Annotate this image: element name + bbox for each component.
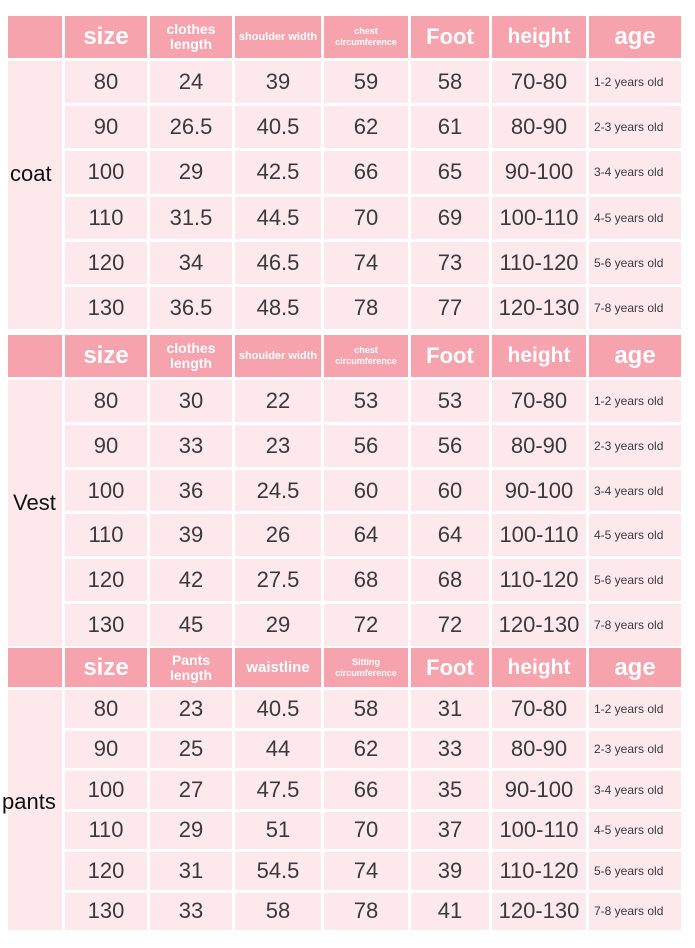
table-cell: 33 bbox=[150, 893, 232, 931]
table-cell-age: 7-8 years old bbox=[589, 604, 681, 646]
table-cell: 60 bbox=[411, 470, 489, 512]
table-cell-age: 4-5 years old bbox=[589, 812, 681, 850]
vest-section bbox=[8, 335, 686, 646]
table-cell: 29 bbox=[150, 812, 232, 850]
table-cell: 54.5 bbox=[235, 852, 321, 890]
table-cell: 61 bbox=[411, 106, 489, 148]
table-cell: 130 bbox=[65, 893, 147, 931]
table-cell: 100 bbox=[65, 151, 147, 193]
table-cell-age: 5-6 years old bbox=[589, 852, 681, 890]
table-cell: 51 bbox=[235, 812, 321, 850]
header-shoulder-width: shoulder width bbox=[235, 16, 321, 58]
table-cell: 90 bbox=[65, 731, 147, 769]
pants-section bbox=[2, 648, 686, 930]
table-cell: 74 bbox=[324, 852, 408, 890]
table-cell: 74 bbox=[324, 242, 408, 284]
table-cell: 110 bbox=[65, 514, 147, 556]
table-cell: 45 bbox=[150, 604, 232, 646]
table-cell: 31 bbox=[411, 690, 489, 728]
table-cell: 90-100 bbox=[492, 470, 586, 512]
table-cell: 31 bbox=[150, 852, 232, 890]
table-cell: 120 bbox=[65, 242, 147, 284]
table-cell-age: 3-4 years old bbox=[589, 470, 681, 512]
table-cell: 100-110 bbox=[492, 197, 586, 239]
table-cell: 47.5 bbox=[235, 771, 321, 809]
table-cell: 42 bbox=[150, 559, 232, 601]
table-cell: 60 bbox=[324, 470, 408, 512]
table-cell: 110-120 bbox=[492, 852, 586, 890]
header-corner bbox=[8, 16, 62, 58]
table-cell: 68 bbox=[411, 559, 489, 601]
table-cell: 78 bbox=[324, 893, 408, 931]
header-age: age bbox=[589, 335, 681, 377]
table-cell: 66 bbox=[324, 771, 408, 809]
table-cell: 26.5 bbox=[150, 106, 232, 148]
header-corner bbox=[8, 648, 62, 687]
table-cell: 77 bbox=[411, 287, 489, 329]
table-cell: 25 bbox=[150, 731, 232, 769]
table-cell: 130 bbox=[65, 604, 147, 646]
table-cell: 58 bbox=[324, 690, 408, 728]
table-cell-age: 1-2 years old bbox=[589, 380, 681, 422]
table-cell: 53 bbox=[411, 380, 489, 422]
table-cell: 120-130 bbox=[492, 893, 586, 931]
table-cell: 80 bbox=[65, 61, 147, 103]
table-cell: 90-100 bbox=[492, 151, 586, 193]
table-cell: 33 bbox=[150, 425, 232, 467]
table-cell: 58 bbox=[411, 61, 489, 103]
table-cell: 39 bbox=[235, 61, 321, 103]
table-cell: 73 bbox=[411, 242, 489, 284]
table-cell-age: 4-5 years old bbox=[589, 514, 681, 556]
table-cell: 30 bbox=[150, 380, 232, 422]
table-cell: 70 bbox=[324, 197, 408, 239]
table-cell: 120 bbox=[65, 559, 147, 601]
table-cell: 120 bbox=[65, 852, 147, 890]
table-cell: 72 bbox=[411, 604, 489, 646]
table-cell: 120-130 bbox=[492, 287, 586, 329]
table-cell: 62 bbox=[324, 731, 408, 769]
table-cell: 100 bbox=[65, 470, 147, 512]
table-cell: 39 bbox=[150, 514, 232, 556]
table-cell: 65 bbox=[411, 151, 489, 193]
table-cell: 31.5 bbox=[150, 197, 232, 239]
table-cell: 110 bbox=[65, 197, 147, 239]
table-cell: 120-130 bbox=[492, 604, 586, 646]
table-cell: 59 bbox=[324, 61, 408, 103]
table-cell: 78 bbox=[324, 287, 408, 329]
table-cell-age: 3-4 years old bbox=[589, 771, 681, 809]
table-cell: 100-110 bbox=[492, 514, 586, 556]
table-cell: 70-80 bbox=[492, 380, 586, 422]
table-cell-age: 5-6 years old bbox=[589, 559, 681, 601]
table-cell: 90 bbox=[65, 425, 147, 467]
header-sitting-circumference: Sitting circumference bbox=[324, 648, 408, 687]
table-cell: 90 bbox=[65, 106, 147, 148]
table-cell: 44.5 bbox=[235, 197, 321, 239]
table-cell: 68 bbox=[324, 559, 408, 601]
table-cell: 48.5 bbox=[235, 287, 321, 329]
table-cell: 22 bbox=[235, 380, 321, 422]
table-cell: 110-120 bbox=[492, 559, 586, 601]
table-cell: 29 bbox=[150, 151, 232, 193]
header-shoulder-width: shoulder width bbox=[235, 335, 321, 377]
table-cell: 42.5 bbox=[235, 151, 321, 193]
header-chest-circumference: chest circumference bbox=[324, 16, 408, 58]
table-cell: 36.5 bbox=[150, 287, 232, 329]
table-cell: 110 bbox=[65, 812, 147, 850]
header-height: height bbox=[492, 16, 586, 58]
table-cell: 70-80 bbox=[492, 690, 586, 728]
table-cell: 66 bbox=[324, 151, 408, 193]
header-size: size bbox=[65, 16, 147, 58]
table-cell: 33 bbox=[411, 731, 489, 769]
table-cell: 80-90 bbox=[492, 106, 586, 148]
table-cell: 56 bbox=[411, 425, 489, 467]
table-cell: 53 bbox=[324, 380, 408, 422]
section-side-cell bbox=[8, 61, 62, 329]
table-cell: 56 bbox=[324, 425, 408, 467]
header-clothes-length: clothes length bbox=[150, 16, 232, 58]
table-cell: 80-90 bbox=[492, 731, 586, 769]
table-cell: 70 bbox=[324, 812, 408, 850]
table-cell-age: 2-3 years old bbox=[589, 731, 681, 769]
table-cell-age: 3-4 years old bbox=[589, 151, 681, 193]
table-cell: 80 bbox=[65, 380, 147, 422]
table-cell: 64 bbox=[411, 514, 489, 556]
table-cell: 27 bbox=[150, 771, 232, 809]
table-cell: 40.5 bbox=[235, 106, 321, 148]
table-cell-age: 7-8 years old bbox=[589, 893, 681, 931]
table-cell: 29 bbox=[235, 604, 321, 646]
table-cell: 34 bbox=[150, 242, 232, 284]
header-corner bbox=[8, 335, 62, 377]
table-cell: 36 bbox=[150, 470, 232, 512]
header-foot: Foot bbox=[411, 16, 489, 58]
table-cell: 58 bbox=[235, 893, 321, 931]
header-waistline: waistline bbox=[235, 648, 321, 687]
table-cell: 46.5 bbox=[235, 242, 321, 284]
table-cell: 39 bbox=[411, 852, 489, 890]
table-cell: 24.5 bbox=[235, 470, 321, 512]
table-cell: 26 bbox=[235, 514, 321, 556]
header-foot: Foot bbox=[411, 648, 489, 687]
coat-section bbox=[8, 16, 686, 329]
table-cell: 40.5 bbox=[235, 690, 321, 728]
table-cell: 80-90 bbox=[492, 425, 586, 467]
table-cell: 35 bbox=[411, 771, 489, 809]
table-cell-age: 2-3 years old bbox=[589, 106, 681, 148]
table-cell: 64 bbox=[324, 514, 408, 556]
header-age: age bbox=[589, 16, 681, 58]
header-height: height bbox=[492, 335, 586, 377]
table-cell: 72 bbox=[324, 604, 408, 646]
table-cell: 100-110 bbox=[492, 812, 586, 850]
table-cell-age: 7-8 years old bbox=[589, 287, 681, 329]
table-cell: 70-80 bbox=[492, 61, 586, 103]
header-size: size bbox=[65, 335, 147, 377]
table-cell: 80 bbox=[65, 690, 147, 728]
table-cell-age: 5-6 years old bbox=[589, 242, 681, 284]
table-cell: 62 bbox=[324, 106, 408, 148]
table-cell: 37 bbox=[411, 812, 489, 850]
table-cell: 41 bbox=[411, 893, 489, 931]
table-cell-age: 1-2 years old bbox=[589, 690, 681, 728]
table-cell: 130 bbox=[65, 287, 147, 329]
section-label-pants: pants bbox=[2, 789, 56, 814]
table-cell: 69 bbox=[411, 197, 489, 239]
table-cell: 23 bbox=[235, 425, 321, 467]
table-cell: 23 bbox=[150, 690, 232, 728]
table-cell: 110-120 bbox=[492, 242, 586, 284]
section-label-vest: Vest bbox=[13, 490, 56, 515]
table-cell: 24 bbox=[150, 61, 232, 103]
table-cell-age: 1-2 years old bbox=[589, 61, 681, 103]
section-label-coat: coat bbox=[10, 161, 52, 186]
header-age: age bbox=[589, 648, 681, 687]
header-chest-circumference: chest circumference bbox=[324, 335, 408, 377]
table-cell-age: 2-3 years old bbox=[589, 425, 681, 467]
table-cell: 100 bbox=[65, 771, 147, 809]
table-cell: 44 bbox=[235, 731, 321, 769]
table-cell: 90-100 bbox=[492, 771, 586, 809]
header-height: height bbox=[492, 648, 586, 687]
header-size: size bbox=[65, 648, 147, 687]
header-foot: Foot bbox=[411, 335, 489, 377]
header-pants-length: Pants length bbox=[150, 648, 232, 687]
table-cell: 27.5 bbox=[235, 559, 321, 601]
table-cell-age: 4-5 years old bbox=[589, 197, 681, 239]
header-clothes-length: clothes length bbox=[150, 335, 232, 377]
